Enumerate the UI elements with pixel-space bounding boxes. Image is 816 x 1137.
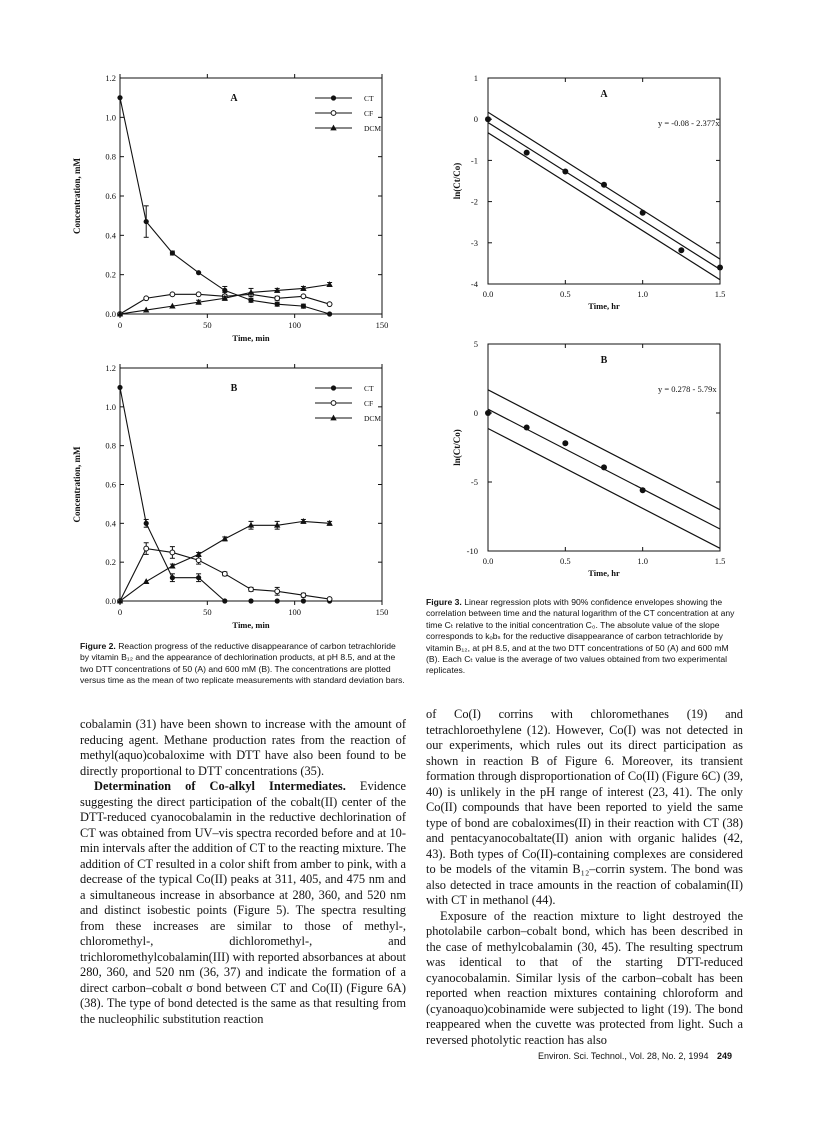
y-tick-label: -10 bbox=[466, 546, 478, 556]
x-tick-label: 150 bbox=[375, 320, 389, 330]
data-point-CF bbox=[222, 571, 227, 576]
figure-2-caption-text: Reaction progress of the reductive disappearance of carbon tetrachloride by vitamin B₁₂ and the appearance of dechlorination products, at pH 8.5, and at the two DTT concentrations of 50 (A) and 600 mM (B). The concentrations are plotted versus time as the mean of two replicate measurements with standard deviation bars. bbox=[80, 641, 405, 686]
section-heading: Determination of Co-alkyl Intermediates. bbox=[94, 779, 346, 793]
y-tick-label: 1.2 bbox=[105, 363, 116, 373]
data-point bbox=[678, 247, 684, 253]
y-tick-label: 0.0 bbox=[105, 596, 116, 606]
legend-marker-CT bbox=[331, 385, 336, 390]
x-tick-label: 50 bbox=[203, 320, 212, 330]
data-point-CT bbox=[301, 304, 306, 309]
x-tick-label: 0.0 bbox=[482, 556, 494, 566]
y-tick-label: -5 bbox=[470, 477, 478, 487]
data-point-CT bbox=[144, 219, 149, 224]
legend-marker-CF bbox=[331, 111, 336, 116]
figure-2-caption-label: Figure 2. bbox=[80, 641, 116, 651]
figure-3-caption bbox=[426, 597, 742, 677]
data-point-CF bbox=[275, 296, 280, 301]
panel-label: B bbox=[230, 383, 238, 394]
legend-label-CF: CF bbox=[364, 399, 374, 408]
plot-frame bbox=[488, 78, 720, 284]
x-axis-label: Time, hr bbox=[588, 301, 620, 311]
regression-line bbox=[488, 122, 720, 269]
data-point-CF bbox=[144, 296, 149, 301]
y-tick-label: -4 bbox=[470, 279, 478, 289]
regression-lines bbox=[488, 112, 720, 279]
x-tick-label: 0.5 bbox=[560, 289, 571, 299]
y-tick-label: 0.6 bbox=[105, 191, 116, 201]
data-point-CT bbox=[170, 250, 175, 255]
data-point-DCM bbox=[222, 535, 228, 541]
x-tick-label: 0 bbox=[117, 320, 123, 330]
y-tick-label: -1 bbox=[470, 155, 478, 166]
x-axis-label: Time, hr bbox=[588, 568, 620, 578]
x-tick-label: 1.5 bbox=[714, 289, 726, 299]
data-point-CT bbox=[248, 298, 253, 303]
y-tick-label: 5 bbox=[473, 339, 478, 349]
regression-equation: y = 0.278 - 5.79x bbox=[658, 384, 717, 394]
data-point-CT bbox=[327, 311, 332, 316]
y-tick-label: -2 bbox=[470, 196, 478, 207]
data-point bbox=[717, 265, 723, 271]
page-footer bbox=[538, 1051, 732, 1061]
data-point-DCM bbox=[326, 281, 332, 287]
confidence-lower bbox=[488, 133, 720, 280]
y-tick-label: 1.0 bbox=[105, 112, 116, 123]
data-point-CF bbox=[196, 292, 201, 297]
legend-label-CT: CT bbox=[364, 94, 374, 103]
y-tick-label: 0 bbox=[473, 114, 478, 125]
series-line-CT bbox=[120, 98, 330, 314]
right-column bbox=[426, 707, 743, 1048]
data-point-CF bbox=[249, 587, 254, 592]
data-point bbox=[485, 410, 491, 416]
y-tick-label: 0.6 bbox=[105, 479, 116, 490]
legend-label-CT: CT bbox=[364, 384, 374, 393]
data-point bbox=[640, 210, 646, 216]
figure-3b-plot bbox=[452, 339, 725, 578]
x-tick-label: 50 bbox=[203, 607, 212, 617]
data-point-CF bbox=[301, 593, 306, 598]
data-point-CT bbox=[222, 598, 227, 603]
left-paragraph-1: cobalamin (31) have been shown to increase with the amount of reducing agent. Methane production rates from the reaction of methyl(aquo)cobaloxime with DTT have also been found to be directly proportional to DTT concentrations (35). bbox=[80, 717, 406, 778]
x-tick-label: 0.5 bbox=[560, 556, 571, 566]
y-tick-label: 0.0 bbox=[105, 309, 116, 319]
legend-label-CF: CF bbox=[364, 109, 374, 118]
y-tick-label: -3 bbox=[470, 237, 478, 248]
x-axis-label: Time, min bbox=[232, 620, 270, 630]
data-point-CT bbox=[117, 95, 122, 100]
data-point bbox=[562, 169, 568, 175]
data-point-DCM bbox=[143, 578, 149, 584]
x-tick-label: 1.5 bbox=[714, 556, 726, 566]
y-tick-label: 0.8 bbox=[105, 440, 116, 451]
legend-label-DCM: DCM bbox=[364, 124, 382, 133]
x-tick-label: 0.0 bbox=[482, 289, 494, 299]
y-tick-label: 0.2 bbox=[105, 557, 116, 568]
data-point-CT bbox=[144, 521, 149, 526]
right-paragraph-2: Exposure of the reaction mixture to light destroyed the photolabile carbon–cobalt bond, which has been described in the case of methylcobalamin (30, 45). The resulting spectrum was identical to that of the starting DTT-reduced cyanocobalamin. Similar lysis of the carbon–cobalt has been reported when reaction mixtures containing chloroform and (cyanoaquo)cobinamide were subjected to light (19). The bond reappeared when the cuvette was protected from light. Such a reversed photolytic reaction has also bbox=[426, 908, 743, 1047]
data-point-CF bbox=[327, 302, 332, 307]
data-point bbox=[485, 116, 491, 122]
data-point-CF bbox=[327, 597, 332, 602]
page-number: 249 bbox=[716, 1051, 732, 1061]
figure-3a-plot bbox=[452, 73, 725, 311]
y-tick-label: 0.2 bbox=[105, 269, 116, 280]
data-point-CF bbox=[170, 550, 175, 555]
x-tick-label: 100 bbox=[288, 607, 302, 617]
figure-3-caption-text: Linear regression plots with 90% confidence envelopes showing the correlation between time and the natural logarithm of the CT concentration at any time Cₜ relative to the initial concentration C₀. The absolute value of the slope corresponds to kₒbₛ for the reductive disappearance of carbon tetrachloride by vitamin B₁₂, at pH 8.5, and at the two DTT concentrations of 50 (A) and 600 mM (B). Each Cₜ value is the average of two values obtained from two experimental replicates. bbox=[426, 597, 735, 676]
right-paragraph-1: of Co(I) corrins with chloromethanes (19) and tetrachloroethylene (12). However, Co(I) was not detected in our experiments, which rules out its direct participation as shown in reaction B of Figure 6. Moreover, its transient formation through disproportionation of Co(II) (Figure 6C) (39, 40) is unlikely in the pH range of interest (23, 41). The only Co(II) compounds that have been reported to yield the same type of bond are cobaloximes(II) in their reaction with CT (38) and pentacyanocobaltate(II) anion with organic halides (42, 43). Both types of Co(II)-containing complexes are considered to be models of the vitamin B₁₂–corrin system. The bond was also detected in trace amounts in the reaction of cobalamin(II) with CT in methanol (44). bbox=[426, 707, 743, 907]
left-column bbox=[80, 717, 406, 1027]
left-paragraph-2-text: Evidence suggesting the direct participation of the cobalt(II) center of the DTT-reduced cyanocobalamin in the reductive dechlorination of CT was obtained from UV–vis spectra recorded before and at 10-min intervals after the addition of CT to the reacting mixture. The addition of CT resulted in a color shift from amber to pink, with a decrease of the typical Co(II) peaks at 311, 405, and 475 nm and a simultaneous increase in absorbance at 280, 360, and 520 nm and distinct isobestic points (Figure 5). The spectra resulting from these increases are similar to those of methyl-, chloromethyl-, dichloromethyl-, and trichloromethylcobalamin(III) with reported absorbances at about 280, 360, and 520 nm (36, 37) and indicate the formation of a direct carbon–cobalt σ bond between CT and Co(II) (Figure 6A) (38). The type of bond detected is the same as that resulting from the nucleophilic substitution reaction bbox=[80, 779, 406, 1026]
data-point-CF bbox=[196, 558, 201, 563]
data-point-CT bbox=[196, 270, 201, 275]
x-tick-label: 100 bbox=[288, 320, 302, 330]
data-point-DCM bbox=[195, 551, 201, 557]
y-tick-label: 0 bbox=[473, 408, 478, 418]
data-point-CF bbox=[170, 292, 175, 297]
data-point-DCM bbox=[300, 518, 306, 524]
data-point-CT bbox=[117, 385, 122, 390]
data-point bbox=[524, 150, 530, 156]
data-point-CT bbox=[196, 575, 201, 580]
data-point-CT bbox=[275, 598, 280, 603]
panel-label: B bbox=[600, 355, 608, 366]
figure-3-caption-label: Figure 3. bbox=[426, 597, 462, 607]
regression-equation: y = -0.08 - 2.377x bbox=[658, 118, 720, 128]
panel-label: A bbox=[230, 93, 238, 104]
data-point bbox=[524, 424, 530, 430]
legend-label-DCM: DCM bbox=[364, 414, 382, 423]
y-axis-label: Concentration, mM bbox=[72, 446, 82, 523]
data-point-CF bbox=[275, 589, 280, 594]
confidence-upper bbox=[488, 390, 720, 510]
data-point-CT bbox=[301, 598, 306, 603]
plot-frame bbox=[488, 344, 720, 551]
data-point-CT bbox=[170, 575, 175, 580]
data-point-CT bbox=[248, 598, 253, 603]
left-paragraph-2 bbox=[80, 779, 406, 1027]
panel-label: A bbox=[600, 89, 608, 100]
y-tick-label: 1.0 bbox=[105, 401, 116, 412]
y-tick-label: 1 bbox=[473, 73, 478, 83]
series-line-CT bbox=[120, 387, 330, 601]
data-point-CT bbox=[275, 302, 280, 307]
legend-marker-CF bbox=[331, 401, 336, 406]
x-tick-label: 150 bbox=[375, 607, 389, 617]
y-tick-label: 0.4 bbox=[105, 230, 116, 241]
legend-marker-CT bbox=[331, 95, 336, 100]
figure-2b-plot bbox=[72, 363, 388, 630]
y-axis-label: ln(Ct/Co) bbox=[452, 429, 462, 466]
x-tick-label: 1.0 bbox=[637, 289, 648, 299]
data-point-CF bbox=[144, 546, 149, 551]
y-tick-label: 0.4 bbox=[105, 518, 116, 529]
y-axis-label: Concentration, mM bbox=[72, 158, 82, 234]
data-point bbox=[562, 440, 568, 446]
y-tick-label: 1.2 bbox=[105, 73, 116, 83]
data-point-CF bbox=[301, 294, 306, 299]
x-tick-label: 1.0 bbox=[637, 556, 648, 566]
figure-2-caption bbox=[80, 641, 406, 687]
y-axis-label: ln(Ct/Co) bbox=[452, 162, 462, 200]
journal-citation: Environ. Sci. Technol., Vol. 28, No. 2, 1994 bbox=[538, 1051, 709, 1061]
data-point bbox=[640, 487, 646, 493]
y-tick-label: 0.8 bbox=[105, 151, 116, 162]
x-axis-label: Time, min bbox=[232, 333, 270, 343]
data-point bbox=[601, 182, 607, 188]
x-tick-label: 0 bbox=[117, 607, 123, 617]
data-point bbox=[601, 464, 607, 470]
confidence-lower bbox=[488, 428, 720, 548]
figure-2a-plot bbox=[72, 73, 388, 343]
